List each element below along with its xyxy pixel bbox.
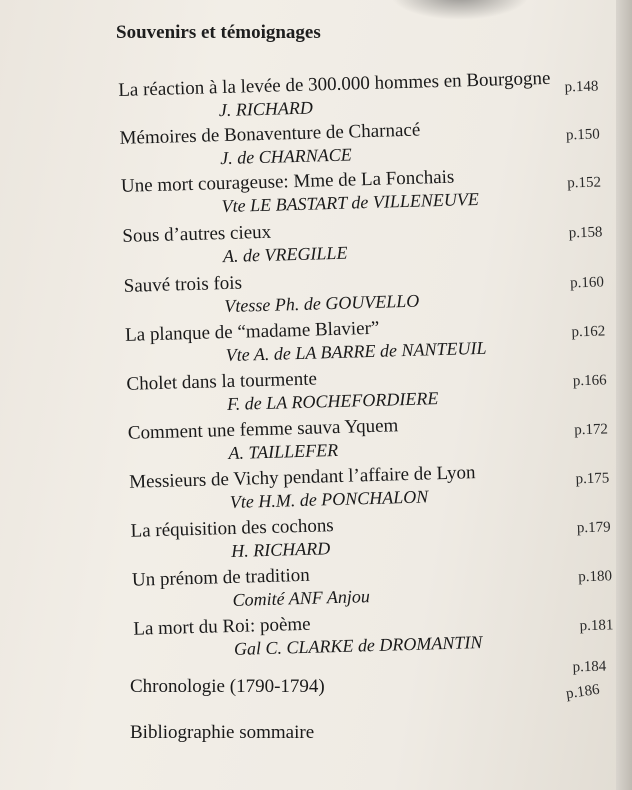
entry-title: Un prénom de tradition xyxy=(131,564,311,591)
entry-title: La réaction à la levée de 300.000 hommes en Bourgogne xyxy=(117,67,551,101)
entry-page: p.150 xyxy=(565,126,600,144)
entry-title: Une mort courageuse: Mme de La Fonchais xyxy=(120,166,455,197)
entry-page: p.162 xyxy=(571,323,606,341)
entry-author: Gal C. CLARKE de DROMANTIN xyxy=(233,631,483,659)
section-title: Souvenirs et témoignages xyxy=(116,22,321,43)
toc-entry xyxy=(118,67,599,124)
toc-entry xyxy=(119,115,600,172)
entry-author: Comité ANF Anjou xyxy=(232,586,371,610)
entry-page: p.166 xyxy=(572,372,607,390)
entry-title: La réquisition des cochons xyxy=(130,515,334,542)
entry-page: p.172 xyxy=(573,421,609,439)
entry-page: p.152 xyxy=(567,174,602,192)
entry-author: A. TAILLEFER xyxy=(228,439,339,464)
toc-entry xyxy=(122,212,603,269)
entry-title: Sauvé trois fois xyxy=(123,272,243,297)
entry-title: La planque de “madame Blavier” xyxy=(124,317,380,346)
entry-author: J. RICHARD xyxy=(218,97,314,121)
chronologie-page: p.186 xyxy=(564,681,601,703)
entry-author: Vte H.M. de PONCHALON xyxy=(229,486,429,512)
toc-entry xyxy=(123,262,604,319)
entry-title: Messieurs de Vichy pendant l’affaire de Lyon xyxy=(128,462,476,493)
toc-entry xyxy=(133,605,614,662)
entry-title: Mémoires de Bonaventure de Charnacé xyxy=(119,119,421,149)
entry-title: Comment une femme sauva Yquem xyxy=(127,415,399,444)
entry-title: La mort du Roi: poème xyxy=(133,613,311,640)
toc-entry xyxy=(130,507,611,564)
entry-author: H. RICHARD xyxy=(230,538,331,561)
entry-author: J. de CHARNACE xyxy=(219,144,352,169)
entry-page: p.181 xyxy=(579,617,614,635)
entry-page: p.180 xyxy=(578,568,613,586)
entry-title: Sous d’autres cieux xyxy=(122,221,272,247)
entry-page: p.148 xyxy=(564,78,599,96)
toc-entry xyxy=(132,556,613,613)
next-page-edge xyxy=(616,0,632,790)
entry-page: p.158 xyxy=(568,224,603,242)
entry-page: p.160 xyxy=(569,274,605,292)
entry-page: p.175 xyxy=(575,470,610,488)
bibliographie-title: Bibliographie sommaire xyxy=(130,722,315,743)
entry-title: Cholet dans la tourmente xyxy=(126,368,318,395)
entry-author: F. de LA ROCHEFORDIERE xyxy=(226,388,439,415)
entry-author: Vte A. de LA BARRE de NANTEUIL xyxy=(225,337,487,366)
entry-author: Vte LE BASTART de VILLENEUVE xyxy=(221,188,480,217)
chronologie-title: Chronologie (1790-1794) xyxy=(130,676,325,697)
toc-entry xyxy=(125,311,606,368)
toc-entry xyxy=(121,163,602,220)
entry-author: A. de VREGILLE xyxy=(222,242,348,267)
toc-entry xyxy=(129,458,610,515)
entry-page: p.179 xyxy=(576,519,611,537)
toc-entry xyxy=(128,409,609,466)
entry-author: Vtesse Ph. de GOUVELLO xyxy=(224,290,420,317)
extra-page-number: p.184 xyxy=(572,658,607,676)
toc-entry xyxy=(126,360,607,417)
